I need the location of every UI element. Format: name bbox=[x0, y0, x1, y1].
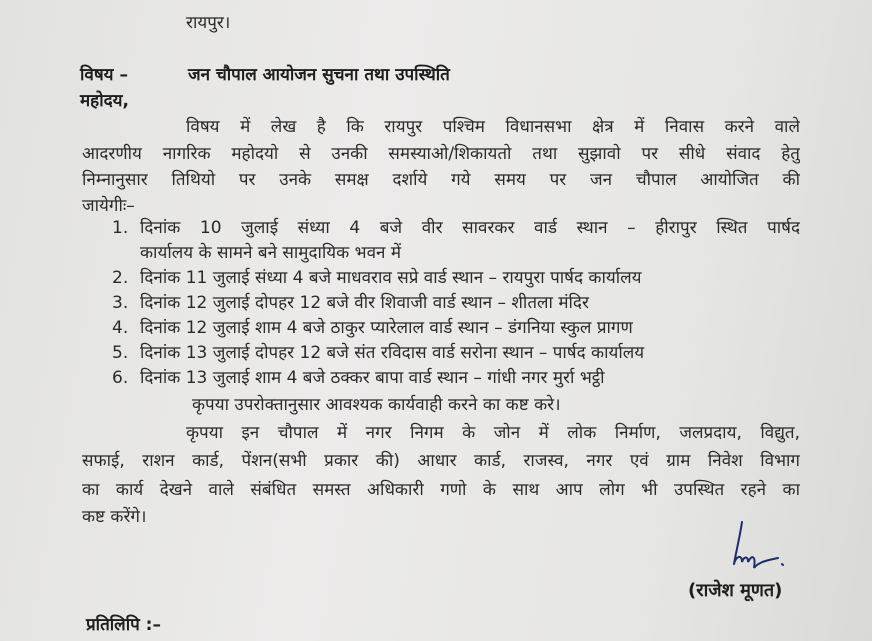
list-item: दिनांक 12 जुलाई शाम 4 बजे ठाकुर प्यारेलाल वार्ड स्थान – डंगनिया स्कुल प्रागण bbox=[140, 318, 633, 338]
subject-label: विषय – bbox=[80, 65, 128, 85]
list-item-number: 6. bbox=[112, 368, 129, 388]
request-line: कृपया उपरोक्तानुसार आवश्यक कार्यवाही करने का कष्ट करे। bbox=[192, 395, 561, 415]
list-item-number: 2. bbox=[112, 268, 129, 288]
list-item-number: 1. bbox=[112, 218, 129, 238]
paragraph1-line: विषय में लेख है कि रायपुर पश्चिम विधानसभा क्षेत्र में निवास करने वाले bbox=[186, 117, 800, 137]
paragraph2-line: सफाई, राशन कार्ड, पेंशन(सभी प्रकार की) आधार कार्ड, राजस्व, नगर एवं ग्राम निवेश विभाग bbox=[82, 451, 800, 471]
paragraph2-line: कृपया इन चौपाल में नगर निगम के जोन में लोक निर्माण, जलप्रदाय, विद्युत, bbox=[186, 423, 800, 443]
list-item: दिनांक 12 जुलाई दोपहर 12 बजे वीर शिवाजी वार्ड स्थान – शीतला मंदिर bbox=[140, 293, 589, 313]
list-item: दिनांक 13 जुलाई शाम 4 बजे ठक्कर बापा वार्ड स्थान – गांधी नगर मुर्रा भट्ठी bbox=[140, 368, 605, 388]
list-item: दिनांक 10 जुलाई संध्या 4 बजे वीर सावरकर वार्ड स्थान – हीरापुर स्थित पार्षद bbox=[140, 218, 800, 238]
paragraph1-line: निम्नानुसार तिथियो पर उनके समक्ष दर्शाये गये समय पर जन चौपाल आयोजित की bbox=[82, 170, 800, 190]
list-item-number: 3. bbox=[112, 293, 129, 313]
list-item-continuation: कार्यालय के सामने बने सामुदायिक भवन में bbox=[140, 243, 402, 263]
paragraph1-line: आदरणीय नागरिक महोदयो से उनकी समस्याओ/शिकायतो तथा सुझावो पर सीधे संवाद हेतु bbox=[82, 144, 800, 164]
signature bbox=[712, 518, 792, 578]
subject-text: जन चौपाल आयोजन सुचना तथा उपस्थिति bbox=[188, 65, 450, 85]
copy-label: प्रतिलिपि :– bbox=[86, 615, 161, 635]
paragraph2-line: का कार्य देखने वाले संबंधित समस्त अधिकारी गणो के साथ आप लोग भी उपस्थित रहने का bbox=[82, 480, 800, 500]
signatory-name: (राजेश मूणत) bbox=[688, 580, 783, 601]
list-item: दिनांक 13 जुलाई दोपहर 12 बजे संत रविदास वार्ड सरोना स्थान – पार्षद कार्यालय bbox=[140, 343, 645, 363]
paragraph1-line: जायेगीः– bbox=[82, 196, 135, 216]
city-line: रायपुर। bbox=[186, 13, 231, 33]
list-item: दिनांक 11 जुलाई संध्या 4 बजे माधवराव सप्रे वार्ड स्थान – रायपुरा पार्षद कार्यालय bbox=[140, 268, 642, 288]
salutation: महोदय, bbox=[80, 91, 129, 111]
list-item-number: 4. bbox=[112, 318, 129, 338]
paragraph2-line: कष्ट करेंगे। bbox=[82, 507, 147, 527]
list-item-number: 5. bbox=[112, 343, 129, 363]
